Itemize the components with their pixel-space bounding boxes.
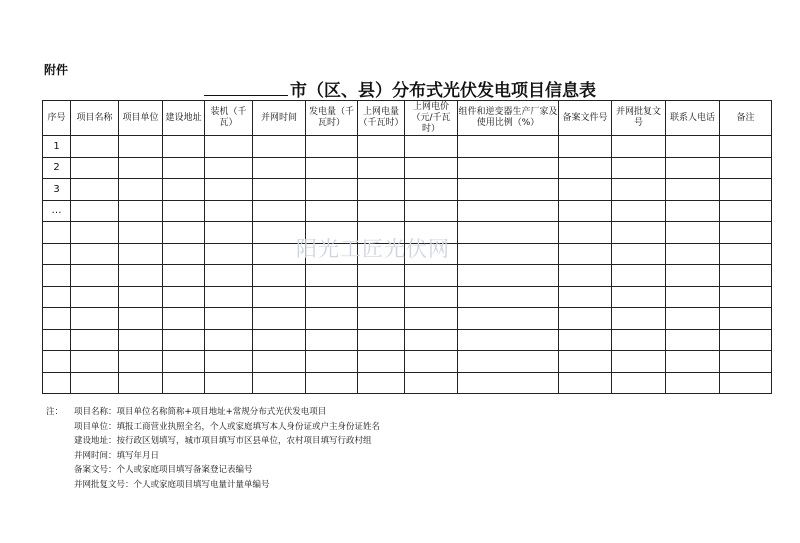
notes-section: [46, 405, 380, 493]
title-blank-line: [204, 81, 288, 96]
note-item: [46, 449, 380, 464]
table-cell-capacity: [205, 372, 253, 394]
table-cell-grid-approval-number: [612, 308, 666, 330]
table-cell-remarks: [720, 243, 772, 265]
table-cell-construction-address: [163, 286, 205, 308]
table-cell-grid-approval-number: [612, 200, 666, 222]
table-cell-project-unit: [119, 265, 163, 287]
table-cell-remarks: [720, 308, 772, 330]
table-cell-feed-price: [405, 286, 458, 308]
table-cell-manufacturer: [458, 243, 559, 265]
table-row: [43, 265, 772, 287]
table-cell-manufacturer: [458, 179, 559, 201]
note-text: 备案文号：个人或家庭项目填写备案登记表编号: [74, 465, 253, 476]
table-cell-filing-number: [559, 157, 612, 179]
table-cell-feed-price: [405, 136, 458, 158]
table-cell-project-unit: [119, 329, 163, 351]
table-cell-grid-feed: [358, 136, 405, 158]
table-row: [43, 157, 772, 179]
table-cell-feed-price: [405, 372, 458, 394]
table-cell-contact-phone: [666, 179, 720, 201]
table-cell-project-name: [71, 222, 119, 244]
table-cell-grid-approval-number: [612, 157, 666, 179]
table-cell-grid-connection-time: [253, 157, 306, 179]
table-cell-grid-feed: [358, 200, 405, 222]
table-cell-remarks: [720, 157, 772, 179]
row-index-cell: [43, 286, 71, 308]
table-cell-contact-phone: [666, 308, 720, 330]
table-cell-feed-price: [405, 308, 458, 330]
table-cell-capacity: [205, 157, 253, 179]
column-header-project-name: 项目名称: [71, 101, 119, 136]
table-cell-generation: [306, 351, 358, 373]
table-cell-remarks: [720, 286, 772, 308]
table-cell-project-name: [71, 200, 119, 222]
table-cell-filing-number: [559, 308, 612, 330]
project-info-table: [42, 100, 772, 394]
table-cell-grid-connection-time: [253, 308, 306, 330]
table-cell-grid-approval-number: [612, 372, 666, 394]
table-cell-manufacturer: [458, 351, 559, 373]
table-body: [43, 136, 772, 394]
note-text: 建设地址：按行政区划填写，城市项目填写市区县单位，农村项目填写行政村组: [74, 436, 372, 447]
table-cell-construction-address: [163, 136, 205, 158]
table-row: [43, 243, 772, 265]
table-cell-project-unit: [119, 136, 163, 158]
table-cell-filing-number: [559, 179, 612, 201]
table-cell-manufacturer: [458, 372, 559, 394]
table-cell-generation: [306, 179, 358, 201]
column-header-remarks: 备注: [720, 101, 772, 136]
table-cell-capacity: [205, 222, 253, 244]
table-cell-grid-feed: [358, 265, 405, 287]
table-cell-manufacturer: [458, 200, 559, 222]
table-cell-grid-feed: [358, 179, 405, 201]
note-text: 并网时间：填写年月日: [74, 450, 160, 461]
table-cell-generation: [306, 200, 358, 222]
table-cell-construction-address: [163, 157, 205, 179]
table-cell-feed-price: [405, 200, 458, 222]
table-cell-manufacturer: [458, 222, 559, 244]
table-cell-grid-feed: [358, 243, 405, 265]
table-cell-capacity: [205, 286, 253, 308]
table-cell-filing-number: [559, 136, 612, 158]
column-header-grid-approval-number: 并网批复文号: [612, 101, 666, 136]
table-cell-generation: [306, 243, 358, 265]
table-cell-project-name: [71, 179, 119, 201]
table-cell-manufacturer: [458, 157, 559, 179]
table-cell-manufacturer: [458, 265, 559, 287]
table-cell-generation: [306, 329, 358, 351]
note-text: 并网批复文号：个人或家庭项目填写电量计量单编号: [74, 479, 270, 490]
table-cell-grid-approval-number: [612, 351, 666, 373]
table-cell-filing-number: [559, 329, 612, 351]
note-text: 项目名称：项目单位名称简称+项目地址+常规分布式光伏发电项目: [74, 407, 327, 417]
table-cell-manufacturer: [458, 308, 559, 330]
column-header-grid-connection-time: 并网时间: [253, 101, 306, 136]
column-header-project-unit: 项目单位: [119, 101, 163, 136]
table-cell-construction-address: [163, 222, 205, 244]
row-index-cell: [43, 222, 71, 244]
table-cell-project-unit: [119, 157, 163, 179]
table-cell-contact-phone: [666, 265, 720, 287]
page-title: [0, 76, 800, 101]
table-cell-filing-number: [559, 243, 612, 265]
table-cell-project-name: [71, 329, 119, 351]
table-cell-feed-price: [405, 243, 458, 265]
column-header-generation: 发电量（千瓦时）: [306, 101, 358, 136]
table-cell-capacity: [205, 243, 253, 265]
table-cell-remarks: [720, 351, 772, 373]
table-cell-grid-approval-number: [612, 136, 666, 158]
table-cell-project-name: [71, 286, 119, 308]
column-header-capacity: 装机（千瓦）: [205, 101, 253, 136]
table-cell-contact-phone: [666, 351, 720, 373]
table-cell-grid-connection-time: [253, 200, 306, 222]
table-cell-construction-address: [163, 200, 205, 222]
table-cell-grid-approval-number: [612, 179, 666, 201]
row-index-cell: …: [43, 200, 71, 222]
table-cell-filing-number: [559, 200, 612, 222]
table-cell-grid-feed: [358, 372, 405, 394]
table-cell-contact-phone: [666, 372, 720, 394]
table-cell-grid-connection-time: [253, 351, 306, 373]
table-cell-grid-approval-number: [612, 265, 666, 287]
column-header-grid-feed: 上网电量（千瓦时）: [358, 101, 405, 136]
table-cell-construction-address: [163, 265, 205, 287]
table-cell-contact-phone: [666, 136, 720, 158]
row-index-cell: [43, 308, 71, 330]
table-cell-remarks: [720, 136, 772, 158]
row-index-cell: 3: [43, 179, 71, 201]
table-cell-generation: [306, 136, 358, 158]
table-cell-generation: [306, 157, 358, 179]
table-cell-contact-phone: [666, 286, 720, 308]
row-index-cell: 2: [43, 157, 71, 179]
table-cell-capacity: [205, 308, 253, 330]
table-cell-project-unit: [119, 372, 163, 394]
table-cell-filing-number: [559, 222, 612, 244]
table-cell-remarks: [720, 200, 772, 222]
table-cell-grid-connection-time: [253, 329, 306, 351]
column-header-construction-address: 建设地址: [163, 101, 205, 136]
table-row: [43, 372, 772, 394]
table-cell-feed-price: [405, 265, 458, 287]
table-cell-grid-feed: [358, 351, 405, 373]
table-cell-grid-feed: [358, 157, 405, 179]
column-header-contact-phone: 联系人电话: [666, 101, 720, 136]
table-cell-feed-price: [405, 157, 458, 179]
table-cell-filing-number: [559, 265, 612, 287]
row-index-cell: [43, 351, 71, 373]
table-cell-project-unit: [119, 308, 163, 330]
table-row: [43, 329, 772, 351]
table-row: [43, 286, 772, 308]
table-cell-construction-address: [163, 243, 205, 265]
table-cell-filing-number: [559, 286, 612, 308]
table-cell-remarks: [720, 372, 772, 394]
table-cell-project-unit: [119, 222, 163, 244]
row-index-cell: 1: [43, 136, 71, 158]
table-cell-manufacturer: [458, 286, 559, 308]
table-cell-grid-approval-number: [612, 329, 666, 351]
table-cell-grid-connection-time: [253, 265, 306, 287]
table-cell-generation: [306, 265, 358, 287]
notes-prefix: 注：: [46, 407, 64, 417]
table-cell-grid-feed: [358, 286, 405, 308]
table-cell-grid-connection-time: [253, 243, 306, 265]
table-cell-feed-price: [405, 222, 458, 244]
table-cell-project-name: [71, 372, 119, 394]
table-cell-grid-connection-time: [253, 222, 306, 244]
table-cell-remarks: [720, 222, 772, 244]
title-text: 市（区、县）分布式光伏发电项目信息表: [290, 81, 596, 101]
table-cell-construction-address: [163, 179, 205, 201]
table-cell-project-name: [71, 243, 119, 265]
table-cell-contact-phone: [666, 200, 720, 222]
table-cell-remarks: [720, 265, 772, 287]
table-cell-project-unit: [119, 179, 163, 201]
table-cell-generation: [306, 308, 358, 330]
table-cell-manufacturer: [458, 136, 559, 158]
table-cell-feed-price: [405, 351, 458, 373]
table-cell-project-unit: [119, 243, 163, 265]
note-item: [46, 463, 380, 478]
table-header-row: [43, 101, 772, 136]
table-cell-capacity: [205, 179, 253, 201]
table-row: [43, 136, 772, 158]
note-item: [46, 434, 380, 449]
table-cell-capacity: [205, 265, 253, 287]
table-row: [43, 179, 772, 201]
table-cell-generation: [306, 286, 358, 308]
table-cell-grid-connection-time: [253, 372, 306, 394]
table-cell-construction-address: [163, 372, 205, 394]
table-row: [43, 222, 772, 244]
row-index-cell: [43, 329, 71, 351]
table-cell-remarks: [720, 179, 772, 201]
note-item: [46, 420, 380, 435]
table-cell-capacity: [205, 136, 253, 158]
attachment-label: 附件: [44, 63, 69, 77]
table-cell-grid-approval-number: [612, 222, 666, 244]
table-cell-grid-connection-time: [253, 286, 306, 308]
watermark: 阳光工匠光伏网: [296, 237, 450, 261]
column-header-filing-number: 备案文件号: [559, 101, 612, 136]
column-header-feed-price: 上网电价（元/千瓦时）: [405, 101, 458, 136]
row-index-cell: [43, 265, 71, 287]
table-cell-project-name: [71, 351, 119, 373]
table-cell-manufacturer: [458, 329, 559, 351]
table-cell-filing-number: [559, 351, 612, 373]
table-cell-contact-phone: [666, 222, 720, 244]
table-cell-grid-feed: [358, 329, 405, 351]
column-header-manufacturer: 组件和逆变器生产厂家及使用比例（%）: [458, 101, 559, 136]
table-cell-construction-address: [163, 308, 205, 330]
table-cell-project-unit: [119, 286, 163, 308]
table-cell-generation: [306, 372, 358, 394]
table-cell-capacity: [205, 351, 253, 373]
column-header-seq: 序号: [43, 101, 71, 136]
table-row: [43, 308, 772, 330]
table-cell-grid-approval-number: [612, 286, 666, 308]
table-cell-grid-connection-time: [253, 179, 306, 201]
table-row: [43, 200, 772, 222]
table-cell-filing-number: [559, 372, 612, 394]
table-cell-construction-address: [163, 329, 205, 351]
table-cell-project-name: [71, 157, 119, 179]
table-cell-grid-feed: [358, 222, 405, 244]
table-cell-grid-connection-time: [253, 136, 306, 158]
table-cell-project-name: [71, 136, 119, 158]
note-item: [46, 478, 380, 493]
table-cell-construction-address: [163, 351, 205, 373]
table-cell-generation: [306, 222, 358, 244]
row-index-cell: [43, 372, 71, 394]
row-index-cell: [43, 243, 71, 265]
table-cell-capacity: [205, 329, 253, 351]
table-cell-project-unit: [119, 200, 163, 222]
table-cell-contact-phone: [666, 157, 720, 179]
table-cell-capacity: [205, 200, 253, 222]
table-cell-remarks: [720, 329, 772, 351]
table-cell-project-name: [71, 265, 119, 287]
note-item: [46, 405, 380, 420]
table-cell-grid-feed: [358, 308, 405, 330]
note-text: 项目单位：填报工商营业执照全名，个人或家庭填写本人身份证或户主身份证姓名: [74, 421, 381, 432]
table-cell-contact-phone: [666, 243, 720, 265]
table-cell-project-name: [71, 308, 119, 330]
table-cell-feed-price: [405, 179, 458, 201]
table-cell-project-unit: [119, 351, 163, 373]
table-cell-feed-price: [405, 329, 458, 351]
table-cell-grid-approval-number: [612, 243, 666, 265]
table-row: [43, 351, 772, 373]
table-cell-contact-phone: [666, 329, 720, 351]
